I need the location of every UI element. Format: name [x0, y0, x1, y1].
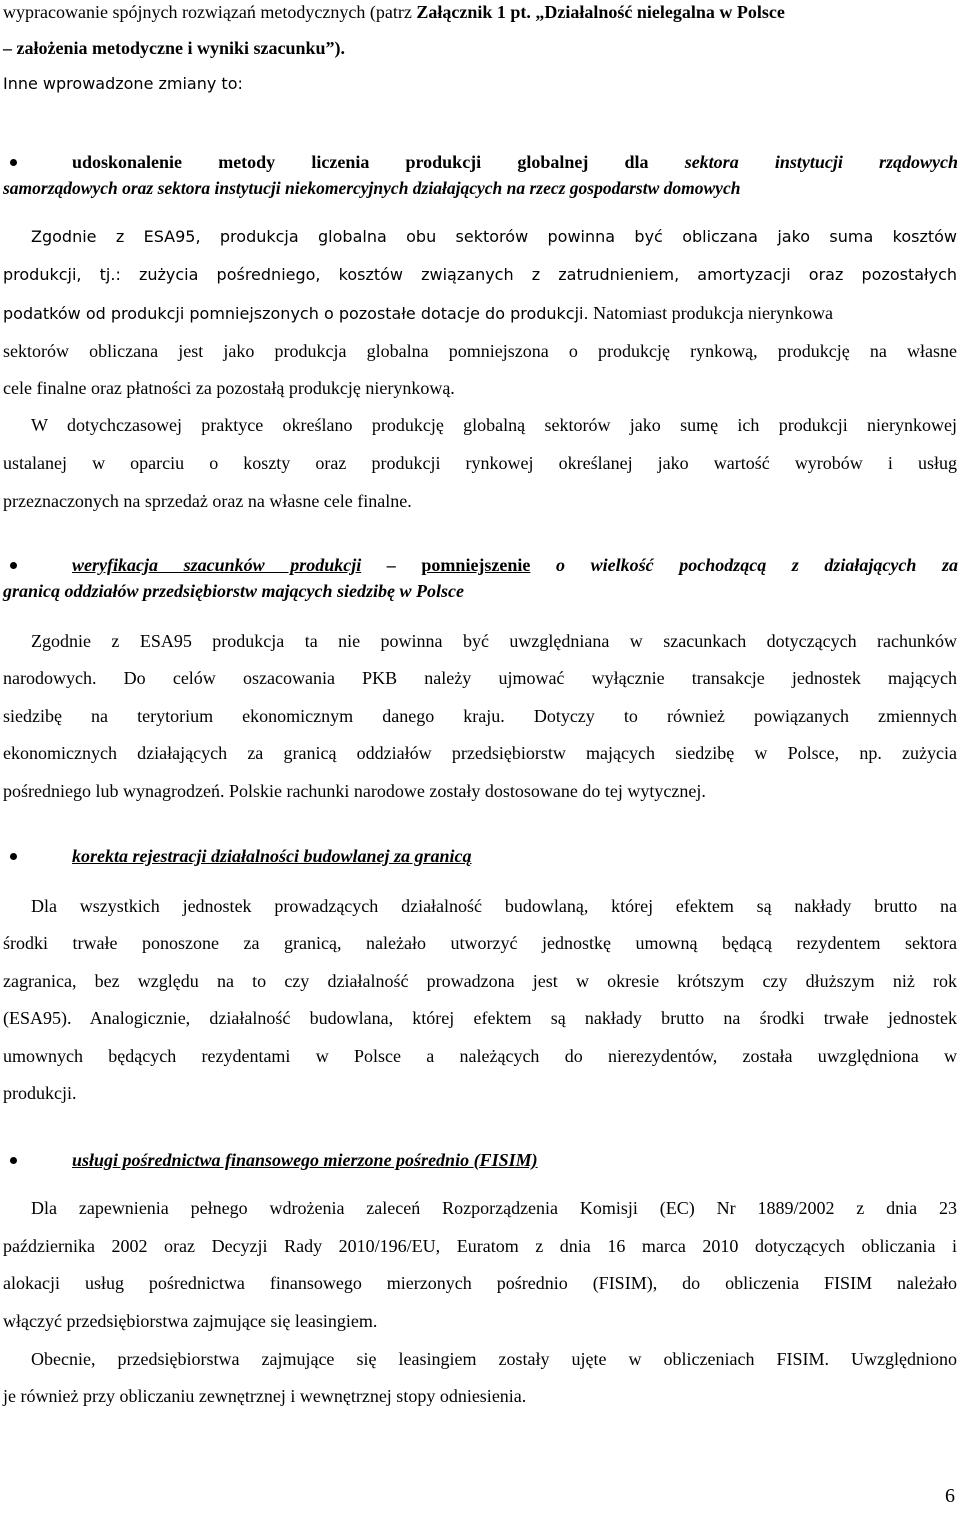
item4-p2-line: Obecnie, przedsiębiorstwa zajmujące się leasingiem zostały ujęte w obliczeniach FISIM. Uwzględniono — [31, 1349, 957, 1369]
item1-p1-line: produkcji, tj.: zużycia pośredniego, kosztów związanych z zatrudnieniem, amortyzacji oraz pozostałych — [3, 265, 957, 284]
item3-p1-line: zagranica, bez względu na to czy działalność prowadzona jest w okresie krótszym czy dłuższym niż rok — [3, 971, 957, 991]
item3-p1-line: umownych będących rezydentami w Polsce a należących do nierezydentów, została uwzględniona w — [3, 1046, 957, 1066]
item1-p1-line: podatków od produkcji pomniejszonych o pozostałe dotacje do produkcji. Natomiast produkcja nierynkowa — [3, 303, 834, 323]
item4-p2-line: je również przy obliczaniu zewnętrznej i wewnętrznej stopy odniesienia. — [3, 1386, 527, 1406]
item3-p1-line: produkcji. — [3, 1083, 77, 1103]
bullet-icon — [10, 853, 17, 860]
item1-p2-line: przeznaczonych na sprzedaż oraz na własne cele finalne. — [3, 491, 412, 511]
item2-p1-line: pośredniego lub wynagrodzeń. Polskie rachunki narodowe zostały dostosowane do tej wytycznej. — [3, 781, 706, 801]
item2-p1-line: siedzibę na terytorium ekonomicznym danego kraju. Dotyczy to również powiązanych zmiennych — [3, 706, 957, 726]
item3-p1-line: środki trwałe ponoszone za granicą, należało utworzyć jednostkę umowną będącą rezydentem sektora — [3, 933, 957, 953]
item4-p1-line: Dla zapewnienia pełnego wdrożenia zaleceń Rozporządzenia Komisji (EC) Nr 1889/2002 z dnia 23 — [31, 1198, 957, 1218]
item1-p2-line: W dotychczasowej praktyce określano produkcję globalną sektorów jako sumę ich produkcji nierynkowej — [31, 415, 957, 435]
page-number: 6 — [945, 1485, 955, 1507]
item2-heading-line2: granicą oddziałów przedsiębiorstw mających siedzibę w Polsce — [3, 581, 464, 601]
changes-intro: Inne wprowadzone zmiany to: — [3, 74, 243, 93]
intro-line-1: wypracowanie spójnych rozwiązań metodycznych (patrz Załącznik 1 pt. „Działalność nielegalna w Polsce — [3, 2, 785, 22]
item3-heading: korekta rejestracji działalności budowlanej za granicą — [72, 846, 472, 866]
intro-line-2: – założenia metodyczne i wyniki szacunku”). — [3, 38, 345, 58]
item2-p1-line: Zgodnie z ESA95 produkcja ta nie powinna być uwzględniana w szacunkach dotyczących rachunków — [31, 631, 957, 651]
item1-p1-line: Zgodnie z ESA95, produkcja globalna obu sektorów powinna być obliczana jako suma kosztów — [31, 227, 957, 246]
item2-p1-line: ekonomicznych działających za granicą oddziałów przedsiębiorstw mających siedzibę w Polsce, np. zużycia — [3, 743, 957, 763]
item4-p1-line: alokacji usług pośrednictwa finansowego mierzonych pośrednio (FISIM), do obliczenia FISIM należało — [3, 1273, 957, 1293]
item2-p1-line: narodowych. Do celów oszacowania PKB należy ujmować wyłącznie transakcje jednostek mających — [3, 668, 957, 688]
item1-p2-line: ustalanej w oparciu o koszty oraz produkcji rynkowej określanej jako wartość wyrobów i usług — [3, 453, 957, 473]
item1-heading: udoskonalenie metody liczenia produkcji globalnej dla sektora instytucji rządowych — [72, 152, 959, 172]
annex-reference: Załącznik 1 pt. „Działalność nielegalna w Polsce — [416, 2, 785, 22]
item3-p1-line: (ESA95). Analogicznie, działalność budowlana, której efektem są nakłady brutto na środki trwałe jednostek — [3, 1008, 957, 1028]
bullet-icon — [10, 562, 17, 569]
item1-p1-line: cele finalne oraz płatności za pozostałą produkcję nierynkową. — [3, 378, 455, 398]
item4-heading: usługi pośrednictwa finansowego mierzone pośrednio (FISIM) — [72, 1150, 538, 1170]
item3-p1-line: Dla wszystkich jednostek prowadzących działalność budowlaną, której efektem są nakłady brutto na — [31, 896, 957, 916]
item4-p1-line: włączyć przedsiębiorstwa zajmujące się leasingiem. — [3, 1311, 378, 1331]
bullet-icon — [10, 1157, 17, 1164]
bullet-icon — [10, 159, 17, 166]
item2-heading: weryfikacja szacunków produkcji – pomniejszenie o wielkość pochodzącą z działających za — [72, 555, 958, 575]
item1-heading-line2: samorządowych oraz sektora instytucji niekomercyjnych działających na rzecz gospodarstw domowych — [3, 178, 741, 198]
item4-p1-line: października 2002 oraz Decyzji Rady 2010/196/EU, Euratom z dnia 16 marca 2010 dotyczących obliczania i — [3, 1236, 957, 1256]
item1-p1-line: sektorów obliczana jest jako produkcja globalna pomniejszona o produkcję rynkową, produkcję na własne — [3, 341, 957, 361]
